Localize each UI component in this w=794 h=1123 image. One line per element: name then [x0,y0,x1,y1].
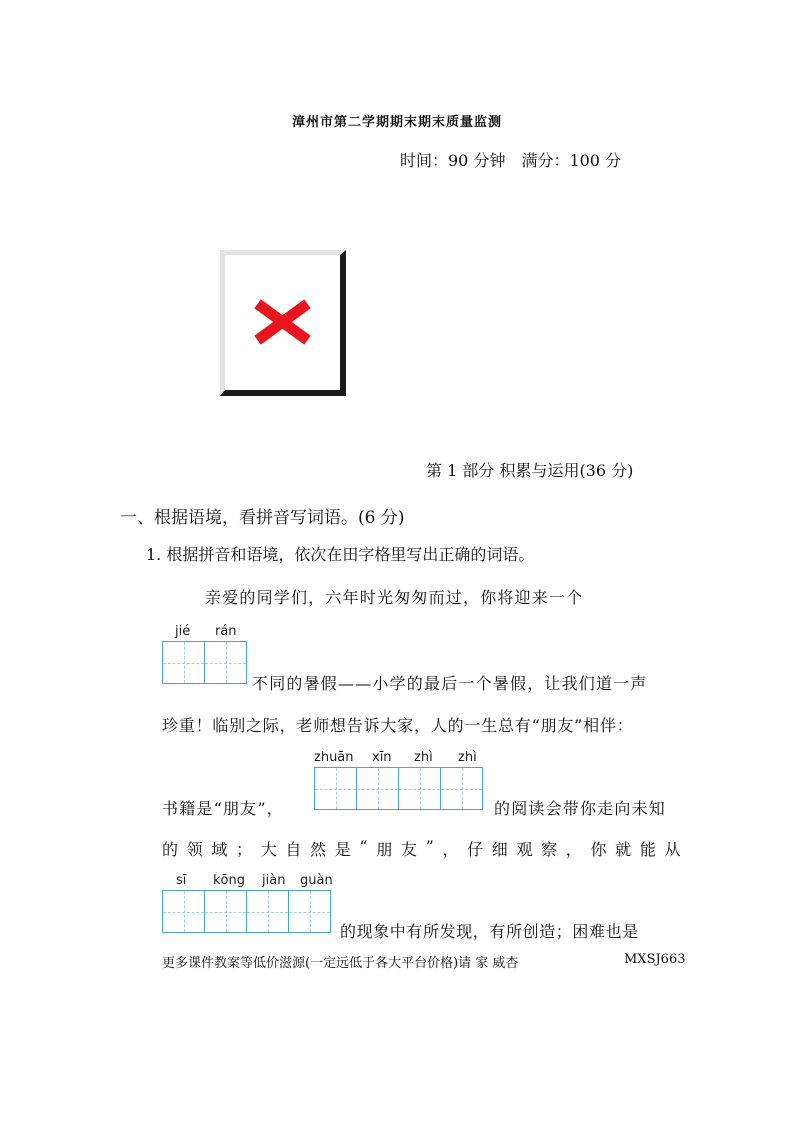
char: 域 [211,840,229,859]
passage-line-1: 亲爱的同学们，六年时光匆匆而过，你将迎来一个 [205,588,584,607]
tianzige-grid-3[interactable] [162,890,331,933]
pinyin-3: zhuān [314,750,354,765]
char: 观 [516,840,534,859]
exam-title: 漳州市第二学期期末期末质量监测 [291,115,502,130]
char: ， [442,840,460,859]
char: 的 [162,840,180,859]
passage-line-3: 珍重！临别之际，老师想告诉大家，人的一生总有“朋友”相伴： [162,716,634,735]
char: 友 [400,840,419,859]
pinyin-8: kōng [213,873,245,888]
char: “ [359,837,369,856]
time-info: 时间：90 分钟 满分：100 分 [400,151,622,170]
char: 然 [310,840,328,859]
grid-cell[interactable] [246,890,289,933]
char: 就 [615,840,633,859]
passage-line-4b: 的阅读会带你走向未知 [494,799,667,818]
passage-line-4a: 书籍是“朋友”， [162,799,284,818]
passage-line-2: 不同的暑假——小学的最后一个暑假，让我们道一声 [252,674,648,693]
passage-line-6: 的现象中有所发现，有所创造；困难也是 [340,922,639,941]
char: 大 [260,840,278,859]
char: ； [236,840,254,859]
section-title: 一、根据语境，看拼音写词语。(6 分) [120,508,405,528]
char: 仔 [467,840,485,859]
pinyin-5: zhì [414,750,433,765]
grid-cell[interactable] [398,767,441,810]
tianzige-grid-1[interactable] [162,641,247,684]
pinyin-2: rán [215,624,237,639]
char: 从 [664,840,682,859]
char: 是 [334,840,352,859]
char: 领 [186,840,204,859]
pinyin-4: xīn [372,750,392,765]
pinyin-9: jiàn [262,873,286,888]
grid-cell[interactable] [162,641,205,684]
footer-code: MXSJ663 [624,952,686,967]
grid-cell[interactable] [440,767,483,810]
grid-cell[interactable] [314,767,357,810]
question-prompt: 1. 根据拼音和语境，依次在田字格里写出正确的词语。 [146,545,535,564]
pinyin-10: guàn [300,873,333,888]
char: 察 [541,840,559,859]
char: 朋 [376,840,394,859]
grid-cell[interactable] [162,890,205,933]
grid-cell[interactable] [356,767,399,810]
grid-cell[interactable] [204,890,247,933]
char: 细 [491,840,509,859]
grid-cell[interactable] [204,641,247,684]
char: ， [565,840,583,859]
tianzige-grid-2[interactable] [314,767,483,810]
char: 自 [285,840,303,859]
grid-cell[interactable] [288,890,331,933]
passage-line-5 [162,837,682,860]
char: ” [425,837,435,856]
footer-text: 更多课件教案等低价滋源(一定远低于各大平台价格)请 家 威杏 [162,956,519,971]
pinyin-7: sī [176,873,187,888]
char: 能 [639,840,658,859]
char: 你 [590,840,608,859]
pinyin-6: zhì [458,750,477,765]
pinyin-1: jié [175,624,191,639]
part-title: 第 1 部分 积累与运用(36 分) [426,461,634,480]
broken-image-icon [220,250,346,396]
